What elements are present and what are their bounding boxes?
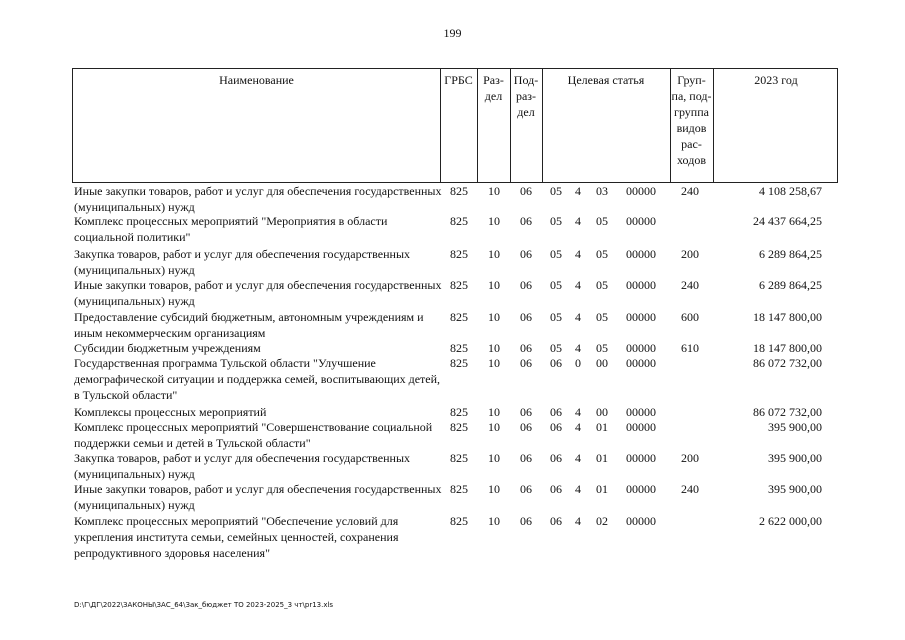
row-name: Комплекс процессных мероприятий "Мероприятия в области социальной политики" <box>74 214 388 244</box>
row-complex: 00 <box>596 405 608 419</box>
row-grbs: 825 <box>450 278 468 292</box>
row-name: Государственная программа Тульской области "Улучшение демографической ситуации и поддержка семей, воспитывающих детей, в Тульской области" <box>74 356 441 402</box>
row-program: 05 <box>550 214 562 228</box>
row-program: 06 <box>550 356 562 370</box>
row-razdel: 10 <box>488 184 500 198</box>
row-podrazdel: 06 <box>520 405 532 419</box>
row-direction: 00000 <box>626 341 656 355</box>
row-expense-group: 240 <box>681 278 699 292</box>
row-name: Иные закупки товаров, работ и услуг для обеспечения государственных (муниципальных) нужд <box>74 278 442 308</box>
row-razdel: 10 <box>488 341 500 355</box>
row-subprogram: 4 <box>575 310 581 324</box>
row-expense-group: 200 <box>681 451 699 465</box>
row-direction: 00000 <box>626 420 656 434</box>
row-subprogram: 4 <box>575 405 581 419</box>
row-amount: 4 108 258,67 <box>759 184 822 198</box>
row-razdel: 10 <box>488 420 500 434</box>
row-razdel: 10 <box>488 356 500 370</box>
row-direction: 00000 <box>626 356 656 370</box>
row-program: 05 <box>550 247 562 261</box>
row-subprogram: 4 <box>575 420 581 434</box>
row-program: 05 <box>550 278 562 292</box>
row-podrazdel: 06 <box>520 214 532 228</box>
row-expense-group: 240 <box>681 482 699 496</box>
row-subprogram: 4 <box>575 451 581 465</box>
row-razdel: 10 <box>488 310 500 324</box>
row-name: Комплексы процессных мероприятий <box>74 405 267 419</box>
row-program: 06 <box>550 405 562 419</box>
row-expense-group: 240 <box>681 184 699 198</box>
row-amount: 86 072 732,00 <box>753 356 822 370</box>
row-podrazdel: 06 <box>520 184 532 198</box>
header-razdel: Раз- дел <box>483 73 504 103</box>
row-name: Закупка товаров, работ и услуг для обеспечения государственных (муниципальных) нужд <box>74 451 411 481</box>
row-complex: 02 <box>596 514 608 528</box>
row-grbs: 825 <box>450 310 468 324</box>
table-header <box>72 68 838 183</box>
row-subprogram: 4 <box>575 482 581 496</box>
row-program: 06 <box>550 482 562 496</box>
row-name: Комплекс процессных мероприятий "Совершенствование социальной поддержки семьи и детей в Тульской области" <box>74 420 433 450</box>
row-direction: 00000 <box>626 482 656 496</box>
row-podrazdel: 06 <box>520 420 532 434</box>
row-complex: 03 <box>596 184 608 198</box>
row-expense-group: 600 <box>681 310 699 324</box>
row-podrazdel: 06 <box>520 451 532 465</box>
header-name: Наименование <box>219 73 294 87</box>
row-grbs: 825 <box>450 420 468 434</box>
row-razdel: 10 <box>488 451 500 465</box>
footer-file-path: D:\Г\ДГ\2022\ЗАКОНЫ\ЗАС_64\Зак_бюджет ТО 2023-2025_3 чт\pr13.xls <box>74 601 334 609</box>
row-subprogram: 4 <box>575 278 581 292</box>
row-razdel: 10 <box>488 247 500 261</box>
row-complex: 01 <box>596 420 608 434</box>
row-expense-group: 610 <box>681 341 699 355</box>
header-grbs: ГРБС <box>444 73 473 87</box>
row-grbs: 825 <box>450 451 468 465</box>
row-complex: 05 <box>596 247 608 261</box>
row-complex: 00 <box>596 356 608 370</box>
row-direction: 00000 <box>626 405 656 419</box>
row-razdel: 10 <box>488 482 500 496</box>
row-direction: 00000 <box>626 310 656 324</box>
row-direction: 00000 <box>626 214 656 228</box>
row-complex: 01 <box>596 451 608 465</box>
row-subprogram: 4 <box>575 341 581 355</box>
row-podrazdel: 06 <box>520 310 532 324</box>
row-subprogram: 4 <box>575 184 581 198</box>
row-subprogram: 0 <box>575 356 581 370</box>
row-complex: 05 <box>596 278 608 292</box>
header-target-article: Целевая статья <box>567 73 645 87</box>
row-amount: 86 072 732,00 <box>753 405 822 419</box>
row-podrazdel: 06 <box>520 278 532 292</box>
row-amount: 395 900,00 <box>768 420 822 434</box>
row-direction: 00000 <box>626 247 656 261</box>
row-direction: 00000 <box>626 184 656 198</box>
row-amount: 2 622 000,00 <box>759 514 822 528</box>
row-program: 05 <box>550 310 562 324</box>
row-complex: 01 <box>596 482 608 496</box>
row-subprogram: 4 <box>575 514 581 528</box>
row-amount: 395 900,00 <box>768 482 822 496</box>
row-program: 05 <box>550 341 562 355</box>
row-name: Иные закупки товаров, работ и услуг для обеспечения государственных (муниципальных) нужд <box>74 184 442 214</box>
row-amount: 18 147 800,00 <box>753 310 822 324</box>
row-expense-group: 200 <box>681 247 699 261</box>
row-grbs: 825 <box>450 214 468 228</box>
row-direction: 00000 <box>626 451 656 465</box>
row-grbs: 825 <box>450 341 468 355</box>
row-grbs: 825 <box>450 514 468 528</box>
row-podrazdel: 06 <box>520 514 532 528</box>
header-year: 2023 год <box>754 73 798 87</box>
row-name: Предоставление субсидий бюджетным, автономным учреждениям и иным некоммерческим организациям <box>74 310 424 340</box>
row-podrazdel: 06 <box>520 356 532 370</box>
row-program: 06 <box>550 420 562 434</box>
row-complex: 05 <box>596 341 608 355</box>
header-podrazdel: Под- раз- дел <box>513 73 539 119</box>
row-program: 05 <box>550 184 562 198</box>
row-grbs: 825 <box>450 247 468 261</box>
row-name: Закупка товаров, работ и услуг для обеспечения государственных (муниципальных) нужд <box>74 247 411 277</box>
row-amount: 6 289 864,25 <box>759 278 822 292</box>
row-subprogram: 4 <box>575 214 581 228</box>
row-podrazdel: 06 <box>520 341 532 355</box>
row-amount: 18 147 800,00 <box>753 341 822 355</box>
row-podrazdel: 06 <box>520 247 532 261</box>
row-name: Иные закупки товаров, работ и услуг для обеспечения государственных (муниципальных) нужд <box>74 482 442 512</box>
page-number: 199 <box>443 26 462 40</box>
row-complex: 05 <box>596 310 608 324</box>
row-razdel: 10 <box>488 278 500 292</box>
row-program: 06 <box>550 451 562 465</box>
row-grbs: 825 <box>450 482 468 496</box>
row-name: Субсидии бюджетным учреждениям <box>74 341 261 355</box>
row-amount: 6 289 864,25 <box>759 247 822 261</box>
row-direction: 00000 <box>626 514 656 528</box>
row-direction: 00000 <box>626 278 656 292</box>
row-razdel: 10 <box>488 514 500 528</box>
row-grbs: 825 <box>450 405 468 419</box>
row-program: 06 <box>550 514 562 528</box>
row-complex: 05 <box>596 214 608 228</box>
row-amount: 395 900,00 <box>768 451 822 465</box>
row-razdel: 10 <box>488 405 500 419</box>
header-expense-group: Груп- па, под- группа видов рас- ходов <box>671 73 712 167</box>
row-grbs: 825 <box>450 184 468 198</box>
row-podrazdel: 06 <box>520 482 532 496</box>
row-name: Комплекс процессных мероприятий "Обеспечение условий для укрепления института семьи, семейных ценностей, сохранения репродуктивного здоровья населения" <box>74 514 399 560</box>
row-grbs: 825 <box>450 356 468 370</box>
row-razdel: 10 <box>488 214 500 228</box>
row-subprogram: 4 <box>575 247 581 261</box>
row-amount: 24 437 664,25 <box>753 214 822 228</box>
